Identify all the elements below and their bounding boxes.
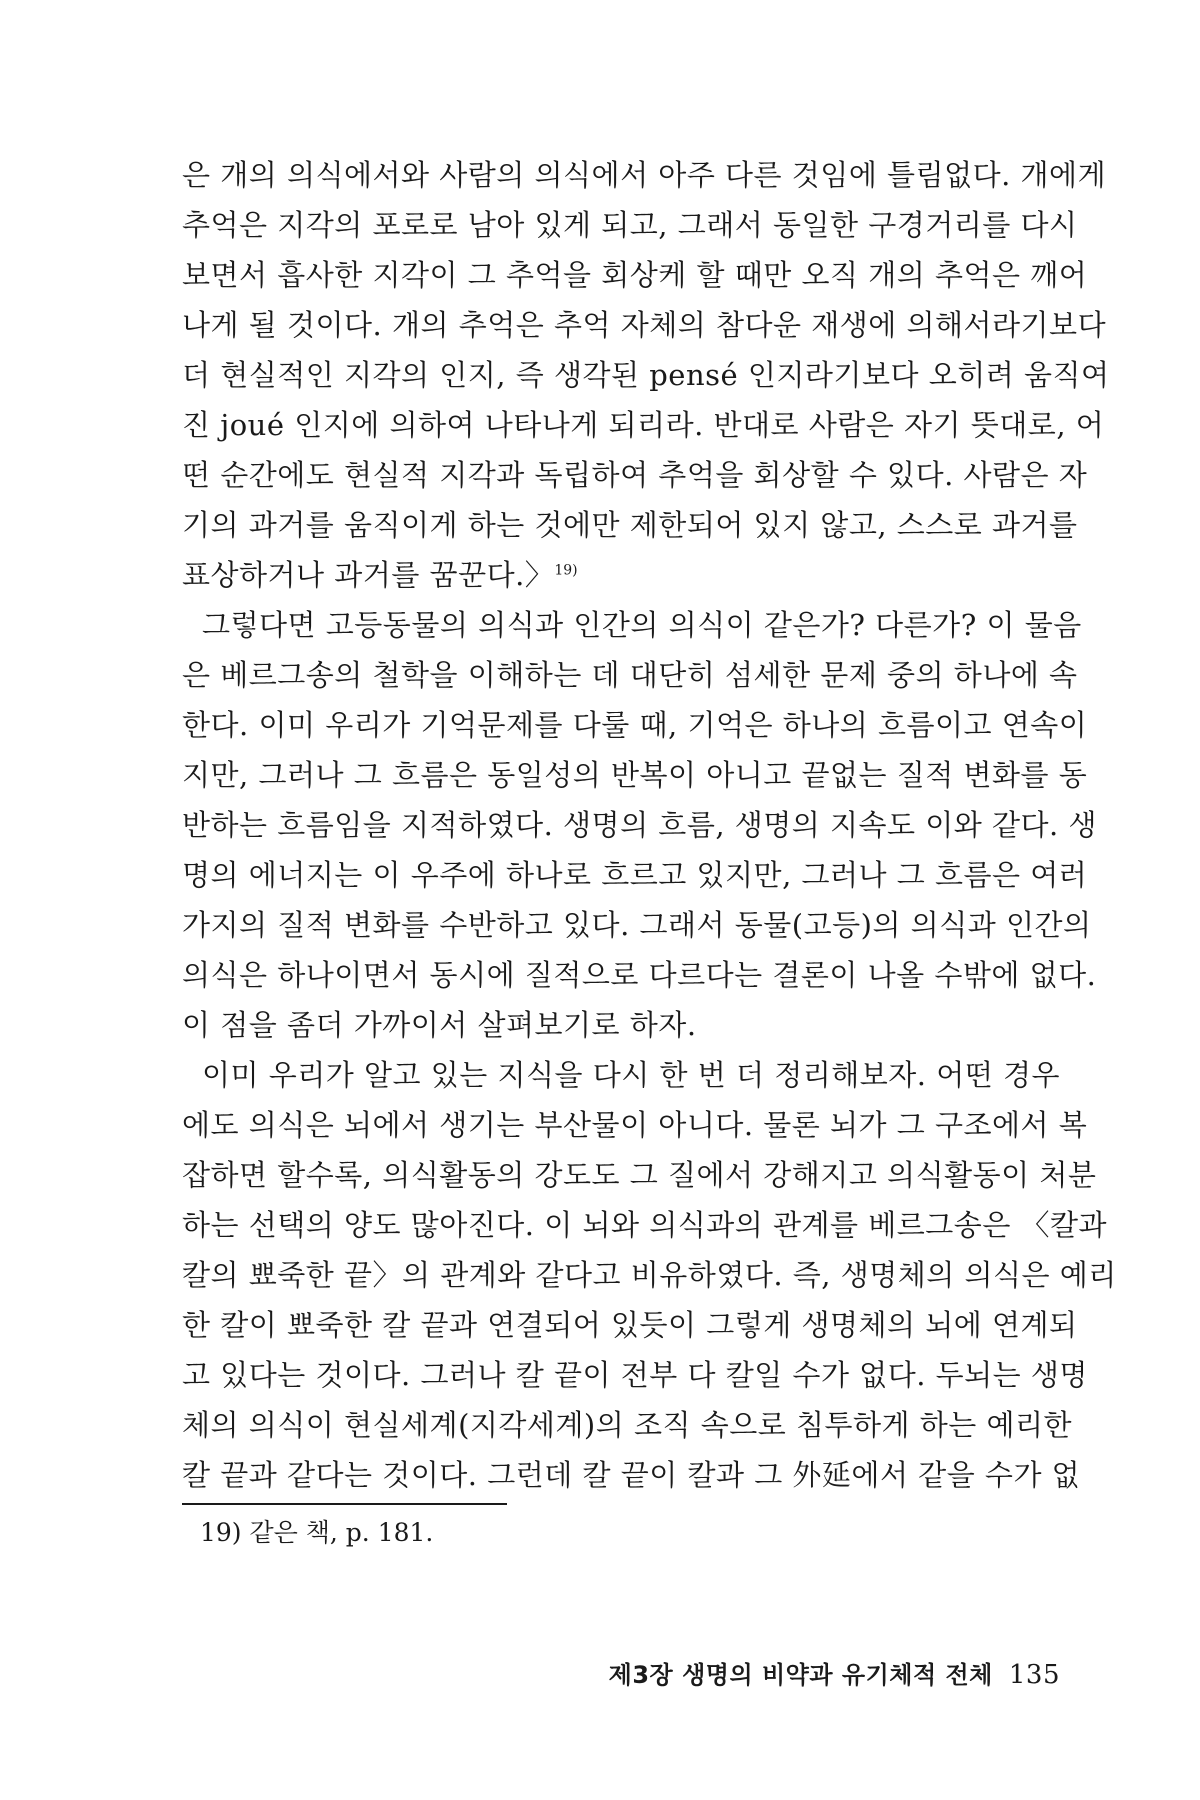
text-line-content: 표상하거나 과거를 꿈꾼다.〉 — [182, 558, 555, 592]
page-number: 135 — [1008, 1660, 1060, 1690]
text-line: 지만, 그러나 그 흐름은 동일성의 반복이 아니고 끝없는 질적 변화를 동 — [182, 758, 1088, 792]
text-line: 은 개의 의식에서와 사람의 의식에서 아주 다른 것임에 틀림없다. 개에게 — [182, 158, 1107, 192]
text-line: 나게 될 것이다. 개의 추억은 추억 자체의 참다운 재생에 의해서라기보다 — [182, 308, 1107, 342]
text-line: 명의 에너지는 이 우주에 하나로 흐르고 있지만, 그러나 그 흐름은 여러 — [182, 858, 1088, 892]
text-line: 칼 끝과 같다는 것이다. 그런데 칼 끝이 칼과 그 外延에서 같을 수가 없 — [182, 1458, 1081, 1492]
text-line: 체의 의식이 현실세계(지각세계)의 조직 속으로 침투하게 하는 예리한 — [182, 1408, 1073, 1442]
text-line-last — [182, 550, 1060, 600]
paragraph-2 — [182, 600, 1098, 1050]
paragraph-3 — [182, 1050, 1117, 1500]
text-line: 한다. 이미 우리가 기억문제를 다룰 때, 기억은 하나의 흐름이고 연속이 — [182, 708, 1088, 742]
text-line: 한 칼이 뾰죽한 칼 끝과 연결되어 있듯이 그렇게 생명체의 뇌에 연계되 — [182, 1308, 1078, 1342]
text-line: 잡하면 할수록, 의식활동의 강도도 그 질에서 강해지고 의식활동이 처분 — [182, 1158, 1097, 1192]
text-line-indented: 그렇다면 고등동물의 의식과 인간의 의식이 같은가? 다른가? 이 물음 — [202, 608, 1082, 642]
text-line: 의식은 하나이면서 동시에 질적으로 다르다는 결론이 나올 수밖에 없다. — [182, 958, 1097, 992]
text-line: 보면서 흡사한 지각이 그 추억을 회상케 할 때만 오직 개의 추억은 깨어 — [182, 258, 1088, 292]
text-line: 진 joué 인지에 의하여 나타나게 되리라. 반대로 사람은 자기 뜻대로, 어 — [182, 408, 1105, 442]
text-line: 칼의 뾰죽한 끝〉의 관계와 같다고 비유하였다. 즉, 생명체의 의식은 예리 — [182, 1258, 1117, 1292]
text-line: 더 현실적인 지각의 인지, 즉 생각된 pensé 인지라기보다 오히려 움직여 — [182, 358, 1110, 392]
body-text — [182, 150, 1117, 1500]
text-line-indented: 이미 우리가 알고 있는 지식을 다시 한 번 더 정리해보자. 어떤 경우 — [202, 1058, 1060, 1092]
text-line: 하는 선택의 양도 많아진다. 이 뇌와 의식과의 관계를 베르그송은 〈칼과 — [182, 1208, 1108, 1242]
paragraph-1 — [182, 150, 1110, 600]
footnote-reference: 19) — [554, 562, 578, 579]
running-footer — [609, 1655, 1060, 1695]
text-line: 고 있다는 것이다. 그러나 칼 끝이 전부 다 칼일 수가 없다. 두뇌는 생명 — [182, 1358, 1088, 1392]
text-line: 가지의 질적 변화를 수반하고 있다. 그래서 동물(고등)의 의식과 인간의 — [182, 908, 1092, 942]
text-line: 떤 순간에도 현실적 지각과 독립하여 추억을 회상할 수 있다. 사람은 자 — [182, 458, 1088, 492]
footnote: 19) 같은 책, p. 181. — [200, 1518, 434, 1547]
running-title: 제3장 생명의 비약과 유기체적 전체 — [608, 1661, 993, 1689]
text-line: 반하는 흐름임을 지적하였다. 생명의 흐름, 생명의 지속도 이와 같다. 생 — [182, 808, 1098, 842]
footnote-divider — [182, 1503, 507, 1505]
text-line: 에도 의식은 뇌에서 생기는 부산물이 아니다. 물론 뇌가 그 구조에서 복 — [182, 1108, 1088, 1142]
text-line: 은 베르그송의 철학을 이해하는 데 대단히 섬세한 문제 중의 하나에 속 — [182, 658, 1078, 692]
text-line: 추억은 지각의 포로로 남아 있게 되고, 그래서 동일한 구경거리를 다시 — [182, 208, 1078, 242]
text-line: 기의 과거를 움직이게 하는 것에만 제한되어 있지 않고, 스스로 과거를 — [182, 508, 1078, 542]
text-line-last: 이 점을 좀더 가까이서 살펴보기로 하자. — [182, 1008, 697, 1042]
